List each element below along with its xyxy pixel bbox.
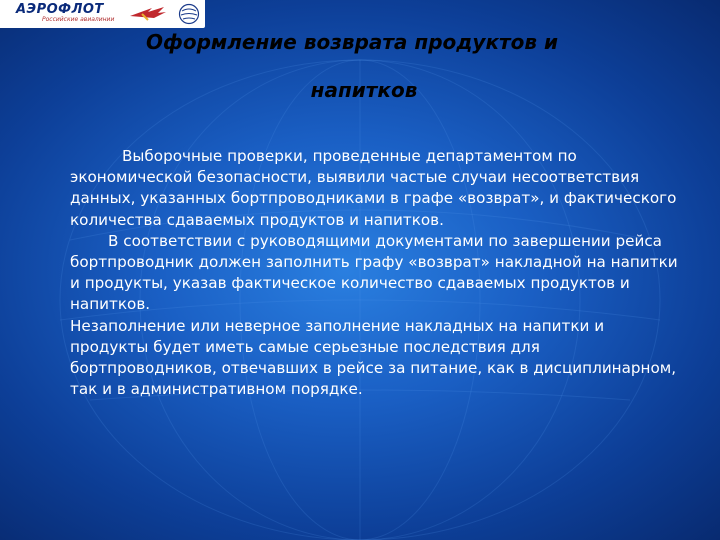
slide-title-line1: Оформление возврата продуктов и <box>146 30 558 54</box>
logo[interactable] <box>0 0 205 28</box>
globe-emblem-icon <box>178 3 200 25</box>
paragraph-3: Незаполнение или неверное заполнение накладных на напитки и продукты будет иметь самые серьезные последствия для бортпроводников, отвечавших в рейсе за питание, как в дисциплинарном, так и в административном порядке. <box>70 316 677 399</box>
logo-brand: АЭРОФЛОТ <box>16 2 104 17</box>
winged-hammer-sickle-icon <box>128 4 168 24</box>
slide-body <box>70 146 686 400</box>
paragraph-1: Выборочные проверки, проведенные департаментом по экономической безопасности, выявили частые случаи несоответствия данных, указанных бортпроводниками в графе «возврат», и фактического количества сдаваемых продуктов и напитков. <box>70 147 677 229</box>
slide-title-line2: напитков <box>310 78 418 102</box>
paragraph-2: В соответствии с руководящими документами по завершении рейса бортпроводник должен заполнить графу «возврат» накладной на напитки и продукты, указав фактическое количество сдаваемых продуктов и напитков. <box>70 231 678 314</box>
logo-tagline: Российские авиалинии <box>42 16 115 23</box>
